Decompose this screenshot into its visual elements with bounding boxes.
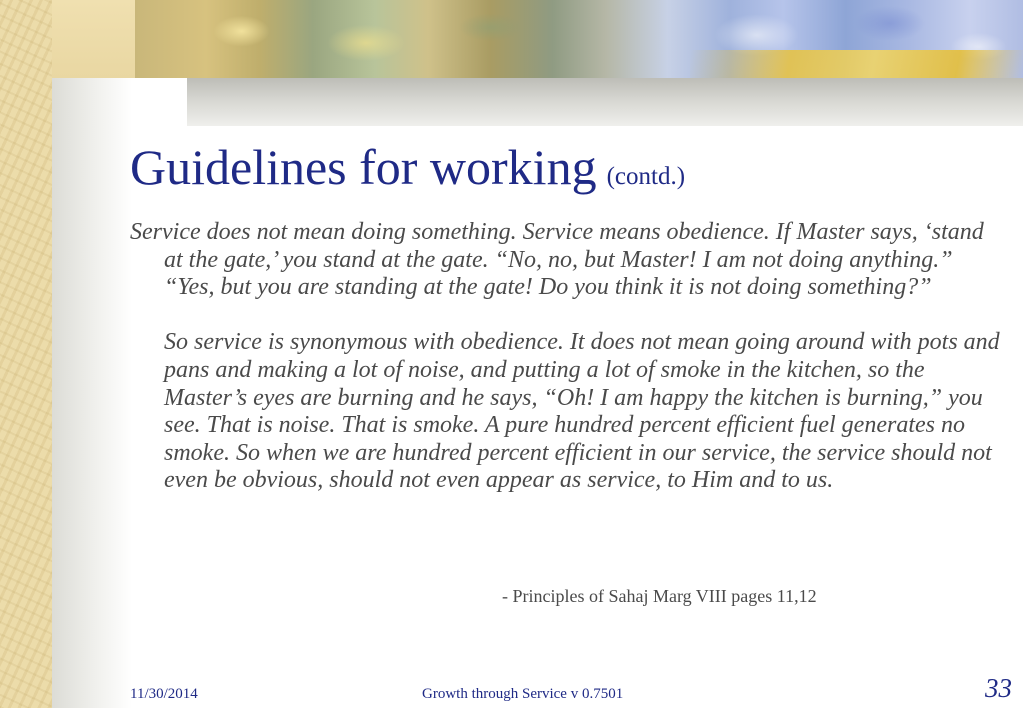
body-paragraph-2: So service is synonymous with obedience. It does not mean going around with pots and pans and making a lot of noise, and putting a lot of smoke in the kitchen, so the Master’s eyes are burning and he says, “Oh! I am happy the kitchen is burning,” you see. That is noise. That is smoke. A pure hundred percent efficient fuel generates no smoke. So when we are hundred percent efficient in our service, the service should not even be obvious, should not even appear as service, to Him and to us. [164, 329, 1000, 494]
gold-swash-decoration [690, 50, 1023, 78]
footer-page-number: 33 [985, 673, 1012, 703]
slide-body [130, 219, 1000, 495]
footer-title: Growth through Service v 0.7501 [422, 686, 624, 702]
citation: - Principles of Sahaj Marg VIII pages 11,12 [502, 586, 817, 606]
side-shade-band [52, 78, 132, 708]
footer-date: 11/30/2014 [130, 686, 198, 702]
left-decorative-strip [0, 0, 52, 708]
slide-title [130, 138, 1000, 196]
slide-title-text: Guidelines for working [130, 139, 597, 195]
body-paragraph-1: Service does not mean doing something. Service means obedience. If Master says, ‘stand at the gate,’ you stand at the gate. “No, no, but Master! I am not doing anything.” “Yes, but you are standing at the gate! Do you think it is not doing something?” [130, 219, 984, 301]
slide-title-suffix: (contd.) [606, 163, 686, 190]
header-bar [187, 78, 1023, 126]
